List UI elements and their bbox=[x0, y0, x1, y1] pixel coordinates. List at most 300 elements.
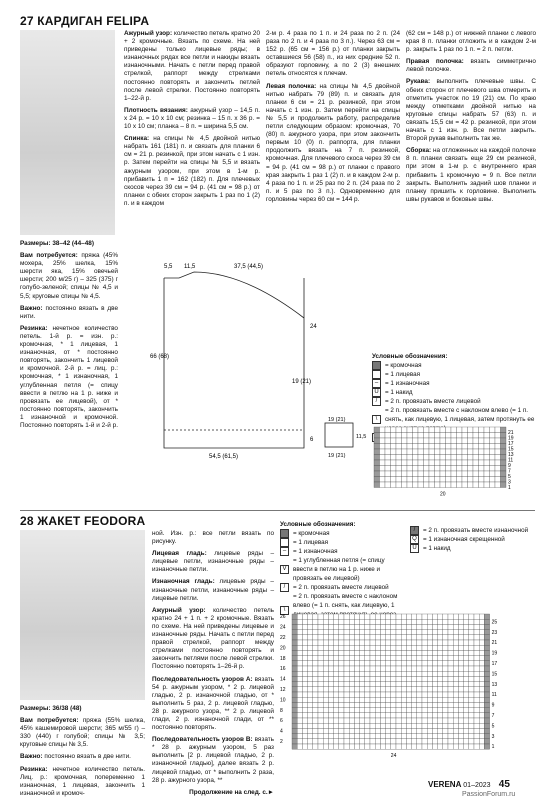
chart-cell bbox=[448, 676, 453, 681]
chart-cell bbox=[374, 471, 380, 477]
chart-cell bbox=[380, 702, 385, 707]
legend2-item bbox=[280, 556, 405, 583]
chart-cell bbox=[469, 708, 474, 713]
chart-cell bbox=[464, 630, 469, 635]
chart-cell bbox=[446, 438, 452, 444]
legend1-item bbox=[372, 388, 540, 397]
chart-cell bbox=[479, 466, 485, 472]
chart-cell bbox=[484, 449, 490, 455]
chart-cell bbox=[453, 728, 458, 733]
chart-cell bbox=[391, 619, 396, 624]
chart-cell bbox=[468, 455, 474, 461]
chart-cell bbox=[462, 471, 468, 477]
chart-cell bbox=[458, 650, 463, 655]
chart-cell bbox=[438, 650, 443, 655]
chart-cell bbox=[422, 723, 427, 728]
legend-title: Условные обозначения: bbox=[372, 353, 448, 360]
legend2-item bbox=[280, 529, 405, 538]
chart-cell bbox=[344, 718, 349, 723]
chart-cell bbox=[318, 723, 323, 728]
chart-cell bbox=[318, 713, 323, 718]
chart-cell bbox=[484, 619, 489, 624]
chart-cell bbox=[344, 728, 349, 733]
col3-text: 2-м р. 4 раза по 1 п. и 24 раза по 2 п. (24 раза по 2 п. и 4 раза по 3 п.). Через 63 см = 152 р. (65 см = 156 р.) от планки закрыть оставшиеся 56 (58) п., из них средние 52 п. образуют горловину, а по 2 (3) внешних петель относятся к плечам. bbox=[266, 30, 400, 78]
chart-cell bbox=[458, 713, 463, 718]
chart-cell bbox=[401, 682, 406, 687]
right-front-text: вязать симметрично левой полочке. bbox=[406, 58, 536, 74]
chart-cell bbox=[474, 708, 479, 713]
legend-text: = 2 п. провязать вместе лицевой bbox=[385, 398, 481, 405]
chart-cell bbox=[479, 444, 485, 450]
chart-cell bbox=[464, 708, 469, 713]
chart-cell bbox=[339, 728, 344, 733]
chart-cell bbox=[401, 614, 406, 619]
chart-cell bbox=[464, 744, 469, 749]
chart-cell bbox=[380, 427, 386, 433]
footer bbox=[428, 779, 510, 790]
chart-cell bbox=[344, 619, 349, 624]
chart-cell bbox=[443, 692, 448, 697]
chart-cell bbox=[429, 482, 435, 488]
chart-cell bbox=[374, 427, 380, 433]
chart-cell bbox=[380, 640, 385, 645]
chart-cell bbox=[365, 723, 370, 728]
chart-cell bbox=[446, 477, 452, 483]
chart-cell bbox=[396, 630, 401, 635]
chart-cell bbox=[440, 466, 446, 472]
chart-cell bbox=[402, 444, 408, 450]
chart-cell bbox=[438, 661, 443, 666]
chart-cell bbox=[349, 718, 354, 723]
chart-cell bbox=[479, 635, 484, 640]
chart-row-number-left: 16 bbox=[280, 666, 286, 673]
chart-cell bbox=[391, 656, 396, 661]
chart-cell bbox=[422, 661, 427, 666]
chart-cell bbox=[457, 455, 463, 461]
chart-cell bbox=[473, 449, 479, 455]
chart-cell bbox=[464, 619, 469, 624]
continued-link[interactable]: Продолжение на след. с.► bbox=[189, 788, 274, 796]
chart-cell bbox=[302, 650, 307, 655]
chart-cell bbox=[448, 708, 453, 713]
chart-cell bbox=[474, 645, 479, 650]
chart-cell bbox=[474, 661, 479, 666]
chart-cell bbox=[443, 635, 448, 640]
chart-cell bbox=[354, 676, 359, 681]
chart-cell bbox=[464, 692, 469, 697]
chart-cell bbox=[448, 697, 453, 702]
chart-cell bbox=[484, 444, 490, 450]
chart-cell bbox=[313, 718, 318, 723]
legend-symbol-icon: – bbox=[372, 379, 381, 388]
sleeve-schematic bbox=[320, 415, 380, 460]
chart-cell bbox=[484, 661, 489, 666]
chart-cell bbox=[479, 687, 484, 692]
chart-cell bbox=[374, 455, 380, 461]
chart-cell bbox=[406, 671, 411, 676]
chart-cell bbox=[474, 676, 479, 681]
chart-cell bbox=[365, 713, 370, 718]
chart-cell bbox=[318, 619, 323, 624]
chart-cell bbox=[451, 427, 457, 433]
chart-cell bbox=[391, 682, 396, 687]
chart-cell bbox=[446, 444, 452, 450]
chart-cell bbox=[412, 619, 417, 624]
chart-cell bbox=[443, 645, 448, 650]
chart-cell bbox=[418, 477, 424, 483]
chart-cell bbox=[484, 692, 489, 697]
chart-cell bbox=[422, 697, 427, 702]
chart-cell bbox=[432, 687, 437, 692]
chart-cell bbox=[402, 438, 408, 444]
chart-cell bbox=[292, 713, 297, 718]
chart-cell bbox=[380, 482, 386, 488]
chart-cell bbox=[484, 728, 489, 733]
chart-row-number: 5 bbox=[508, 474, 511, 481]
chart-cell bbox=[323, 744, 328, 749]
chart-cell bbox=[323, 687, 328, 692]
chart-cell bbox=[386, 728, 391, 733]
chart-cell bbox=[401, 739, 406, 744]
chart-cell bbox=[302, 734, 307, 739]
chart-cell bbox=[495, 455, 501, 461]
chart-cell bbox=[313, 739, 318, 744]
chart-cell bbox=[370, 661, 375, 666]
chart-cell bbox=[386, 697, 391, 702]
chart-cell bbox=[443, 728, 448, 733]
chart-cell bbox=[328, 671, 333, 676]
chart-cell bbox=[323, 640, 328, 645]
chart-cell bbox=[396, 734, 401, 739]
chart-cell bbox=[339, 744, 344, 749]
chart-cell bbox=[339, 650, 344, 655]
chart-cell bbox=[401, 728, 406, 733]
chart-cell bbox=[407, 438, 413, 444]
chart-cell bbox=[407, 482, 413, 488]
chart-cell bbox=[501, 449, 507, 455]
legend-symbol-icon: \ bbox=[372, 415, 381, 424]
chart-cell bbox=[417, 697, 422, 702]
chart-cell bbox=[375, 650, 380, 655]
chart-cell bbox=[344, 645, 349, 650]
chart-cell bbox=[448, 702, 453, 707]
chart-cell bbox=[396, 466, 402, 472]
chart-cell bbox=[349, 728, 354, 733]
chart-cell bbox=[448, 630, 453, 635]
chart-cell bbox=[438, 682, 443, 687]
chart-cell bbox=[412, 739, 417, 744]
chart-cell bbox=[380, 650, 385, 655]
chart-cell bbox=[391, 702, 396, 707]
chart-cell bbox=[391, 438, 397, 444]
chart-cell bbox=[474, 744, 479, 749]
chart-cell bbox=[474, 723, 479, 728]
chart-cell bbox=[479, 697, 484, 702]
chart-cell bbox=[297, 697, 302, 702]
chart-cell bbox=[448, 713, 453, 718]
lace-label: Ажурный узор: bbox=[124, 30, 173, 37]
chart-row-number: 5 bbox=[491, 723, 495, 730]
chart-col-label: 20 bbox=[440, 491, 446, 498]
chart-cell bbox=[302, 739, 307, 744]
chart-cell bbox=[422, 734, 427, 739]
chart-cell bbox=[479, 619, 484, 624]
chart-cell bbox=[473, 471, 479, 477]
chart-row-number: 1 bbox=[491, 744, 495, 751]
column-1 bbox=[20, 240, 118, 434]
chart-cell bbox=[328, 739, 333, 744]
chart-cell bbox=[484, 650, 489, 655]
chart-cell bbox=[402, 433, 408, 439]
chart-cell bbox=[380, 708, 385, 713]
chart-cell bbox=[469, 650, 474, 655]
chart-cell bbox=[448, 614, 453, 619]
legend2-item bbox=[280, 547, 405, 556]
chart-cell bbox=[501, 455, 507, 461]
chart-cell bbox=[380, 433, 386, 439]
lace-text: количество петель кратно 20 + 2 кромочные. Вязать по схеме. На ней приведены только лицевые ряды; в изнаночных рядах все петли и накиды вязать изнаночными. Начать с петли перед правой стрелкой, раппорт между стрелками постоянно повторять и закончить петлей после левой стрелки. Постоянно повторять 1–22-й р. bbox=[124, 30, 261, 102]
chart-cell bbox=[412, 656, 417, 661]
chart-cell bbox=[365, 692, 370, 697]
chart-cell bbox=[474, 614, 479, 619]
chart-cell bbox=[438, 656, 443, 661]
chart-cell bbox=[360, 713, 365, 718]
chart-cell bbox=[438, 630, 443, 635]
legend-feodora-right bbox=[410, 526, 540, 553]
chart-cell bbox=[302, 640, 307, 645]
chart-cell bbox=[429, 433, 435, 439]
column-2 bbox=[124, 30, 260, 212]
chart-cell bbox=[438, 728, 443, 733]
chart-cell bbox=[406, 676, 411, 681]
chart-row-number: 13 bbox=[508, 452, 514, 459]
chart-cell bbox=[406, 650, 411, 655]
chart-cell bbox=[308, 702, 313, 707]
chart-cell bbox=[448, 739, 453, 744]
chart-cell bbox=[435, 482, 441, 488]
chart-cell bbox=[479, 692, 484, 697]
chart-cell bbox=[323, 656, 328, 661]
chart-cell bbox=[448, 687, 453, 692]
chart-cell bbox=[438, 676, 443, 681]
chart-cell bbox=[344, 697, 349, 702]
back-text: на спицы № 4,5 двойной нитью набрать 161 (181) п. и связать для планки 6 см = 21 р. резинкой, при этом начать с 1 изн. р. Затем перейти на спицы № 5,5 и вязать ажурным узором, при этом в 1-м р. прибавить 1 п = 162 (182) п. Для плечевых скосов через 39 см = 94 р. (41 см = 98 р.) от планки с обеих сторон закрыть 1 раз по 1 (2) п. и в каждом bbox=[124, 135, 260, 207]
chart-cell bbox=[328, 728, 333, 733]
chart-cell bbox=[479, 460, 485, 466]
chart-cell bbox=[443, 656, 448, 661]
chart-cell bbox=[374, 438, 380, 444]
chart-cell bbox=[308, 718, 313, 723]
chart-cell bbox=[396, 744, 401, 749]
chart-cell bbox=[313, 630, 318, 635]
chart-cell bbox=[464, 682, 469, 687]
chart-cell bbox=[495, 466, 501, 472]
chart-cell bbox=[453, 635, 458, 640]
chart-cell bbox=[365, 744, 370, 749]
chart-cell bbox=[446, 466, 452, 472]
chart-cell bbox=[406, 656, 411, 661]
chart-cell bbox=[380, 614, 385, 619]
legend-symbol-icon: / bbox=[372, 397, 381, 406]
sleeve-label-side: 11,5 bbox=[356, 434, 367, 440]
chart-cell bbox=[328, 697, 333, 702]
chart-cell bbox=[424, 471, 430, 477]
chart-cell bbox=[334, 624, 339, 629]
chart-cell bbox=[370, 624, 375, 629]
chart-cell bbox=[427, 666, 432, 671]
s2-seqA-label: Последовательность узоров А: bbox=[152, 675, 253, 683]
chart-cell bbox=[318, 676, 323, 681]
garment-schematic bbox=[124, 258, 324, 463]
chart-cell bbox=[417, 671, 422, 676]
chart-cell bbox=[473, 455, 479, 461]
legend-text: = 2 п. провязать вместе с наклоном влево (= 1 п. снять, как лицевую, 1 bbox=[293, 593, 398, 609]
chart-cell bbox=[302, 702, 307, 707]
chart-cell bbox=[417, 713, 422, 718]
chart-cell bbox=[344, 692, 349, 697]
chart-cell bbox=[370, 682, 375, 687]
chart-cell bbox=[469, 702, 474, 707]
chart-cell bbox=[412, 630, 417, 635]
chart-cell bbox=[424, 460, 430, 466]
chart-cell bbox=[469, 666, 474, 671]
chart-cell bbox=[469, 744, 474, 749]
chart-cell bbox=[479, 471, 485, 477]
chart-cell bbox=[443, 723, 448, 728]
chart-cell bbox=[292, 645, 297, 650]
chart-cell bbox=[313, 687, 318, 692]
chart-cell bbox=[473, 427, 479, 433]
chart-cell bbox=[435, 427, 441, 433]
chart-cell bbox=[292, 666, 297, 671]
section-divider bbox=[20, 510, 535, 511]
chart-cell bbox=[468, 427, 474, 433]
chart-cell bbox=[308, 744, 313, 749]
important-label: Важно: bbox=[20, 304, 43, 312]
chart-cell bbox=[490, 438, 496, 444]
chart-cell bbox=[339, 676, 344, 681]
chart-cell bbox=[432, 744, 437, 749]
chart-cell bbox=[490, 471, 496, 477]
chart-cell bbox=[375, 624, 380, 629]
chart-cell bbox=[501, 427, 507, 433]
chart-cell bbox=[391, 650, 396, 655]
chart-cell bbox=[440, 482, 446, 488]
chart-cell bbox=[453, 718, 458, 723]
chart-cell bbox=[318, 650, 323, 655]
chart-cell bbox=[469, 734, 474, 739]
chart-cell bbox=[339, 723, 344, 728]
chart-cell bbox=[407, 477, 413, 483]
chart-cell bbox=[313, 702, 318, 707]
chart-cell bbox=[302, 692, 307, 697]
chart-cell bbox=[451, 477, 457, 483]
chart-cell bbox=[323, 739, 328, 744]
chart-cell bbox=[401, 697, 406, 702]
chart-cell bbox=[354, 739, 359, 744]
assembly-text: на отложенных на каждой полочке 8 п. планки связать еще 29 см резинкой, при этом в 1-м р. с внутреннего края прибавить 1 кромочную = 9 п. Все петли закрыть. Выполнить задний шов планки и планку пришить к горловине. Выполнить швы рукавов и боковые швы. bbox=[406, 147, 536, 203]
chart-cell bbox=[422, 619, 427, 624]
sleeve-label-top: 19 (21) bbox=[328, 417, 346, 423]
legend-text: = 1 накид bbox=[423, 545, 451, 552]
chart-cell bbox=[360, 624, 365, 629]
chart-cell bbox=[453, 619, 458, 624]
chart-cell bbox=[318, 734, 323, 739]
chart-cell bbox=[432, 702, 437, 707]
chart-cell bbox=[453, 640, 458, 645]
legend-symbol-icon bbox=[280, 538, 289, 547]
chart-cell bbox=[334, 702, 339, 707]
chart-cell bbox=[479, 630, 484, 635]
chart-cell bbox=[391, 477, 397, 483]
chart-cell bbox=[339, 708, 344, 713]
chart-cell bbox=[435, 477, 441, 483]
chart-cell bbox=[360, 640, 365, 645]
chart-cell bbox=[328, 676, 333, 681]
chart-cell bbox=[422, 739, 427, 744]
chart-cell bbox=[354, 635, 359, 640]
chart-cell bbox=[495, 482, 501, 488]
chart-cell bbox=[365, 728, 370, 733]
chart-cell bbox=[432, 734, 437, 739]
chart-cell bbox=[406, 640, 411, 645]
chart-cell bbox=[418, 449, 424, 455]
s2-seqB-label: Последовательность узоров В: bbox=[152, 736, 253, 744]
chart-cell bbox=[424, 466, 430, 472]
chart-cell bbox=[424, 455, 430, 461]
chart-cell bbox=[292, 697, 297, 702]
chart-cell bbox=[422, 682, 427, 687]
chart-cell bbox=[365, 619, 370, 624]
chart-cell bbox=[375, 682, 380, 687]
chart-cell bbox=[464, 666, 469, 671]
legend2r-item bbox=[410, 544, 540, 553]
chart-cell bbox=[427, 650, 432, 655]
chart-cell bbox=[427, 630, 432, 635]
chart-cell bbox=[453, 671, 458, 676]
chart-cell bbox=[422, 728, 427, 733]
chart-cell bbox=[457, 471, 463, 477]
chart-cell bbox=[349, 692, 354, 697]
chart-cell bbox=[302, 630, 307, 635]
chart-cell bbox=[313, 728, 318, 733]
chart-cell bbox=[385, 477, 391, 483]
chart-cell bbox=[323, 728, 328, 733]
chart-cell bbox=[418, 438, 424, 444]
chart-cell bbox=[391, 624, 396, 629]
chart-row-number-left: 26 bbox=[280, 614, 286, 621]
chart-cell bbox=[484, 624, 489, 629]
chart-cell bbox=[484, 744, 489, 749]
s2-seqA: вязать 54 р. ажурным узором, * 2 р. лицевой гладью, 2 р. изнаночной гладью, от * выполнить 5 раз, 2 р. лицевой гладью, 28 р. ажурного узора, ** 2 р. лицевой глади, 2 р. изнаночной глади, от ** постоянно повторять. bbox=[152, 675, 274, 732]
chart-cell bbox=[474, 739, 479, 744]
chart-cell bbox=[396, 640, 401, 645]
chart-cell bbox=[292, 687, 297, 692]
chart-cell bbox=[308, 666, 313, 671]
chart-cell bbox=[380, 692, 385, 697]
chart-cell bbox=[417, 723, 422, 728]
chart-cell bbox=[354, 692, 359, 697]
chart-cell bbox=[435, 444, 441, 450]
chart-cell bbox=[413, 471, 419, 477]
chart-cell bbox=[344, 614, 349, 619]
chart-cell bbox=[375, 661, 380, 666]
chart-cell bbox=[474, 728, 479, 733]
s2-rib: нечетное количество петель. Лиц. р.: кромочная, попеременно 1 изнаночная, 1 лицевая, закончить 1 изнаночной и кромоч- bbox=[20, 765, 145, 797]
chart-cell bbox=[417, 692, 422, 697]
chart-cell bbox=[443, 697, 448, 702]
chart-cell bbox=[448, 635, 453, 640]
